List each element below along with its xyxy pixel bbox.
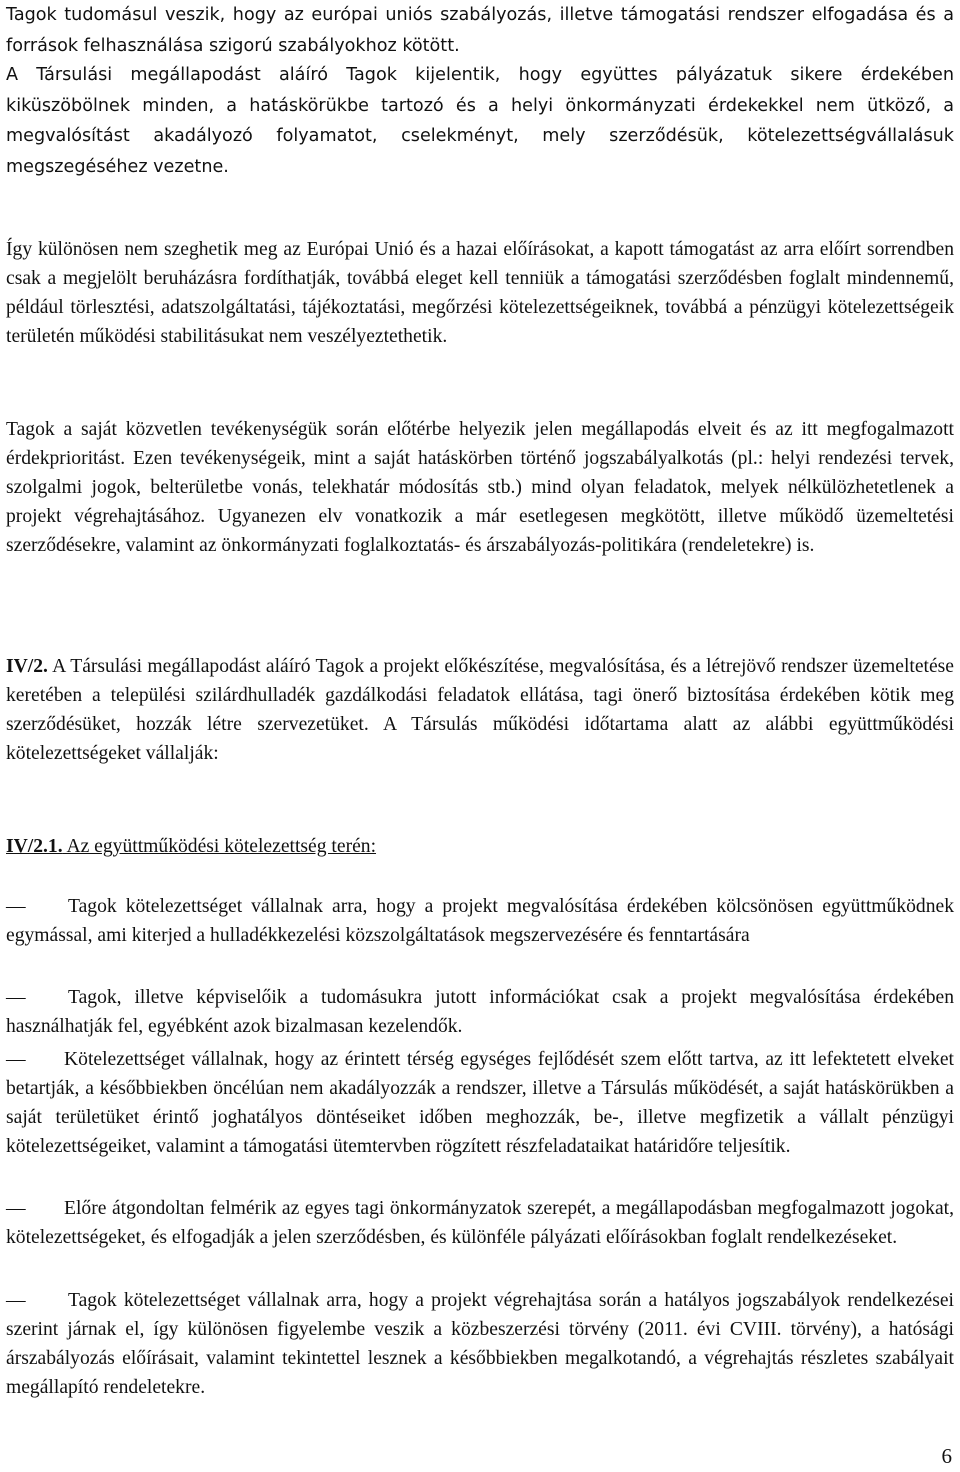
dash-bullet-icon: — bbox=[6, 1290, 26, 1311]
bullet-text: Tagok kötelezettséget vállalnak arra, hogy a projekt végrehajtása során a hatályos jogszabályok rendelkezései szerint járnak el, így különösen figyelembe veszik a közbeszerzési törvény (2011. évi CVIII. törvény), a hatósági árszabályozás előírásait, valamint tekintettel lesznek a későbbiekben megalkotandó, a végrehajtás részletes szabályait megállapító rendeletekre. bbox=[6, 1290, 954, 1398]
paragraph-member-declaration: A Társulási megállapodást aláíró Tagok kijelentik, hogy együttes pályázatuk sikere érdekében kiküszöbölnek minden, a hatáskörükbe tartozó és a helyi önkormányzati érdekekkel nem ütköző, a megvalósítást akadályozó folyamatot, cselekményt, mely szerződésük, kötelezettségvállalásuk megszegéséhez vezetne. bbox=[6, 65, 954, 177]
dash-bullet-icon: — bbox=[6, 1049, 26, 1070]
paragraph-eu-regulation: Tagok tudomásul veszik, hogy az európai uniós szabályozás, illetve támogatási rendszer elfogadása és a források felhasználása szigorú szabályokhoz kötött. bbox=[6, 5, 954, 56]
bullet-item bbox=[6, 892, 954, 950]
bullet-item bbox=[6, 983, 954, 1041]
bullet-item bbox=[6, 1194, 954, 1252]
paragraph-section-iv2 bbox=[6, 652, 954, 768]
section-heading bbox=[6, 832, 376, 861]
page-number: 6 bbox=[941, 1444, 952, 1468]
section-text: A Társulási megállapodást aláíró Tagok a projekt előkészítése, megvalósítása, és a létrejövő rendszer üzemeltetése keretében a települési szilárdhulladék gazdálkodási feladatok ellátása, tagi önerő biztosítása érdekében kötik meg szerződésüket, hozzák létre szervezetüket. A Társulás működési időtartama alatt az alábbi együttműködési kötelezettségeket vállalják: bbox=[6, 656, 954, 764]
section-heading-title: Az együttműködési kötelezettség terén: bbox=[62, 836, 377, 857]
dash-bullet-icon: — bbox=[6, 1198, 26, 1219]
paragraph-priorities: Tagok a saját közvetlen tevékenységük során előtérbe helyezik jelen megállapodás elveit és az itt megfogalmazott érdekprioritást. Ezen tevékenységeik, mint a saját hatáskörben történő jogszabályalkotás (pl.: helyi rendezési tervek, szolgalmi jogok, belterületbe vonás, telekhatár módosítás stb.) mind olyan feladatok, melyek nélkülözhetetlenek a projekt végrehajtásához. Ugyanezen elv vonatkozik a már esetlegesen megkötött, illetve működő üzemeltetési szerződésekre, valamint az önkormányzati foglalkoztatás- és árszabályozás-politikára (rendeletekre) is. bbox=[6, 419, 954, 556]
bullet-text: Kötelezettséget vállalnak, hogy az érintett térség egységes fejlődését szem előtt tartva, az itt lefektetett elveket betartják, a későbbiekben öncélúan nem akadályozzák a rendszer, illetve a Társulás működését, a saját hatáskörükben a saját területüket érintő joghatályos döntéseiket időben meghozzák, be-, illetve megfizetik a vállalt pénzügyi kötelezettségeiket, valamint a támogatási ütemtervben rögzített részfeladataikat határidőre teljesítik. bbox=[6, 1049, 954, 1157]
bullet-text: Tagok kötelezettséget vállalnak arra, hogy a projekt megvalósítása érdekében kölcsönösen együttműködnek egymással, ami kiterjed a hulladékkezelési közszolgáltatások megszervezésére és fenntartására bbox=[6, 896, 954, 946]
section-label: IV/2. bbox=[6, 656, 48, 677]
paragraph-obligations: Így különösen nem szeghetik meg az Európai Unió és a hazai előírásokat, a kapott támogatást az arra előírt sorrendben csak a megjelölt beruházásra fordíthatják, továbbá eleget kell tenniük a támogatási szerződésben foglalt mindennemű, például törlesztési, adatszolgáltatási, tájékoztatási, megőrzési kötelezettségeiknek, továbbá a pénzügyi kötelezettségeik területén működési stabilitásukat nem veszélyeztethetik. bbox=[6, 239, 954, 347]
bullet-text: Előre átgondoltan felmérik az egyes tagi önkormányzatok szerepét, a megállapodásban megfogalmazott jogokat, kötelezettségeket, és elfogadják a jelen szerződésben, és különféle pályázati előírásokban foglalt rendelkezéseket. bbox=[6, 1198, 954, 1248]
section-heading-label: IV/2.1. bbox=[6, 836, 63, 857]
bullet-item bbox=[6, 1286, 954, 1402]
bullet-text: Tagok, illetve képviselőik a tudomásukra jutott információkat csak a projekt megvalósítása érdekében használhatják fel, egyébként azok bizalmasan kezelendők. bbox=[6, 987, 954, 1037]
bullet-item bbox=[6, 1045, 954, 1161]
dash-bullet-icon: — bbox=[6, 987, 26, 1008]
dash-bullet-icon: — bbox=[6, 896, 26, 917]
